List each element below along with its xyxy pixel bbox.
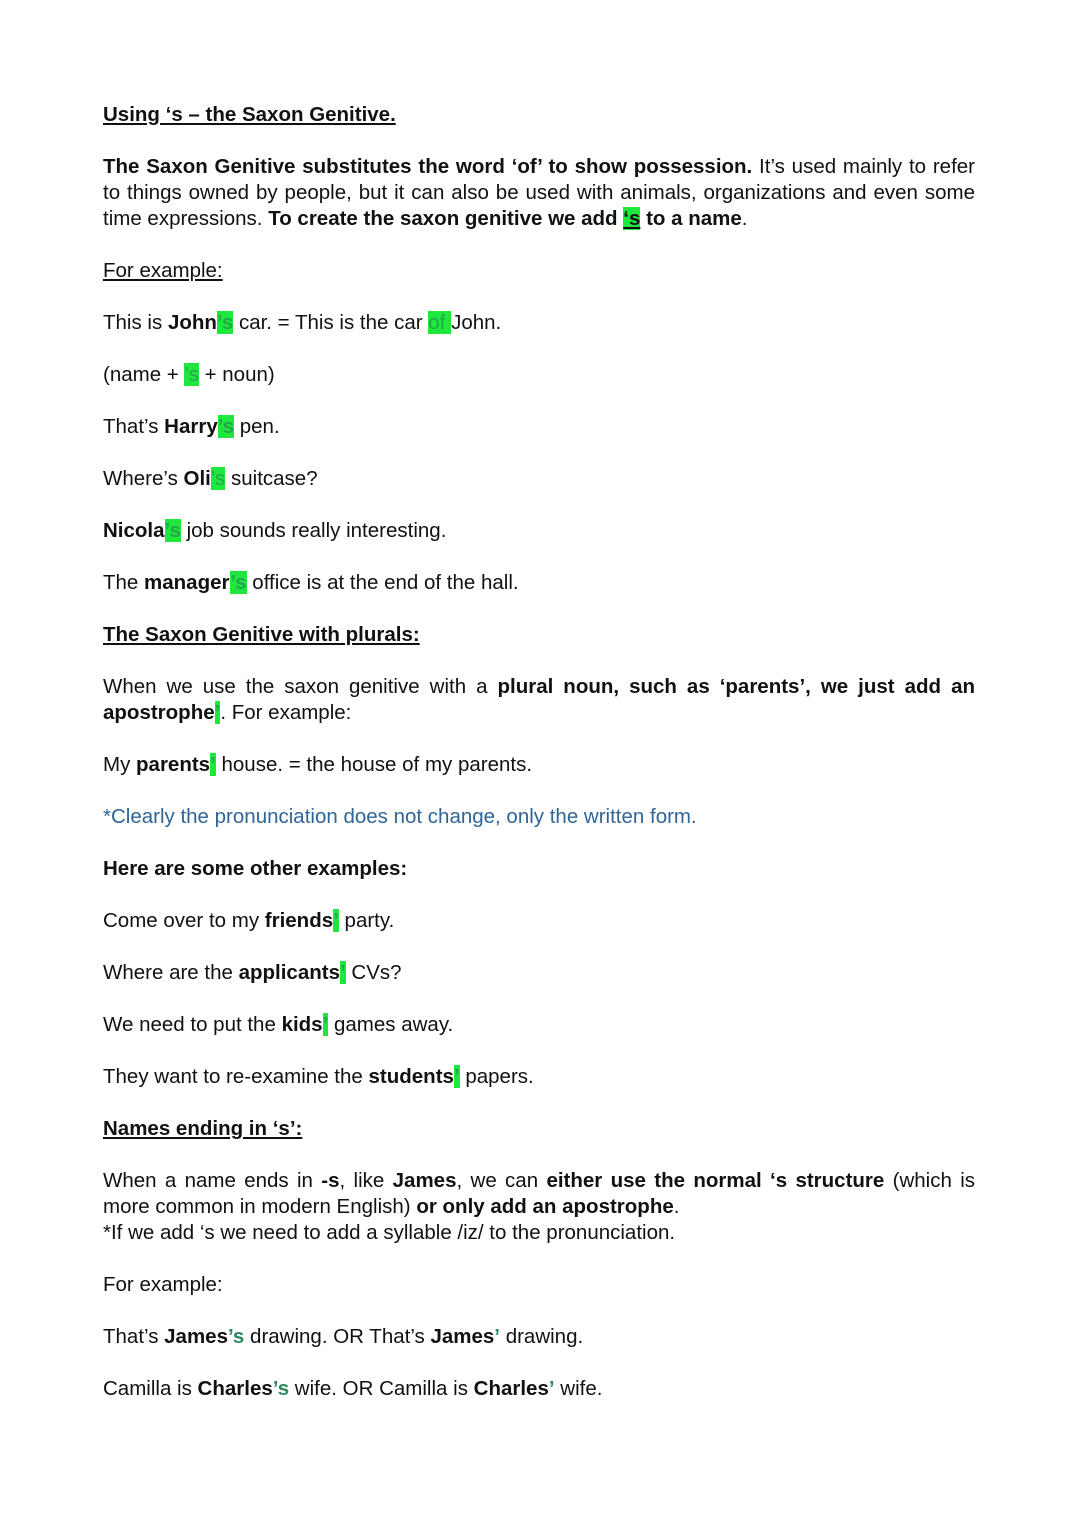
example-friends: Come over to my friends’ party. <box>103 909 395 932</box>
pronunciation-note: *Clearly the pronunciation does not change, only the written form. <box>103 805 697 828</box>
plural-heading: The Saxon Genitive with plurals: <box>103 623 420 646</box>
intro-paragraph: The Saxon Genitive substitutes the word ‘of’ to show possession. It’s used mainly to refer to things owned by people, but it can also be used with animals, organizations and even some time expressions. To create the saxon genitive we add ‘s to a name. <box>103 155 975 230</box>
names-heading: Names ending in ‘s’: <box>103 1117 303 1140</box>
example-applicants: Where are the applicants’ CVs? <box>103 961 402 984</box>
names-note: *If we add ‘s we need to add a syllable /iz/ to the pronunciation. <box>103 1221 676 1244</box>
example-james: That’s James’s drawing. OR That’s James’ drawing. <box>103 1325 584 1348</box>
example-john: This is John’s car. = This is the car of John. <box>103 311 502 334</box>
example-nicola: Nicola’s job sounds really interesting. <box>103 519 447 542</box>
example-kids: We need to put the kids’ games away. <box>103 1013 454 1036</box>
other-examples-heading: Here are some other examples: <box>103 857 408 880</box>
example-students: They want to re-examine the students’ papers. <box>103 1065 534 1088</box>
example-formula: (name + ’s + noun) <box>103 363 275 386</box>
plural-intro: When we use the saxon genitive with a plural noun, such as ‘parents’, we just add an apostrophe’. For example: <box>103 675 975 724</box>
example-charles: Camilla is Charles’s wife. OR Camilla is Charles’ wife. <box>103 1377 603 1400</box>
document-body <box>103 102 975 1428</box>
example-harry: That’s Harry’s pen. <box>103 415 280 438</box>
example-manager: The manager’s office is at the end of the hall. <box>103 571 519 594</box>
page-title: Using ‘s – the Saxon Genitive. <box>103 103 396 126</box>
example-parents: My parents’ house. = the house of my parents. <box>103 753 533 776</box>
names-intro: When a name ends in -s, like James, we can either use the normal ‘s structure (which is more common in modern English) or only add an apostrophe. <box>103 1169 975 1218</box>
highlight-apostrophe-s: ‘s <box>623 207 641 230</box>
for-example-heading: For example: <box>103 259 223 282</box>
for-example-heading-2: For example: <box>103 1273 223 1296</box>
example-oli: Where’s Oli’s suitcase? <box>103 467 318 490</box>
